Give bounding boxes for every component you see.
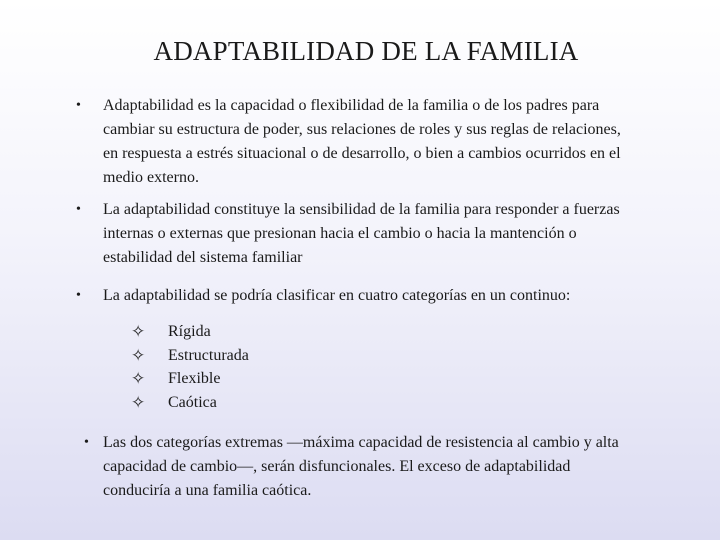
bullet-sensitivity (76, 198, 636, 270)
bullet-definition (76, 94, 636, 190)
bullet-extremes (84, 431, 624, 503)
list-item (131, 320, 331, 344)
category-label: Caótica (168, 393, 217, 411)
category-list (131, 320, 331, 414)
star-outline-icon: ✧ (131, 345, 146, 365)
bullet-marker: • (76, 288, 81, 303)
bullet-marker: • (76, 202, 81, 217)
bullet-classification (76, 284, 656, 308)
bullet-marker: • (76, 98, 81, 113)
bullet-text: La adaptabilidad constituye la sensibilidad de la familia para responder a fuerzas internas o externas que presionan hacia el cambio o hacia la mantención o estabilidad del sistema familiar (103, 201, 620, 266)
star-outline-icon: ✧ (131, 322, 146, 341)
list-item (131, 344, 331, 368)
star-outline-icon: ✧ (131, 392, 146, 412)
bullet-marker: • (84, 435, 89, 450)
bullet-text: Las dos categorías extremas —máxima capacidad de resistencia al cambio y alta capacidad de cambio—, serán disfuncionales. El exceso de adaptabilidad conduciría a una familia caótica. (103, 434, 619, 499)
list-item (131, 391, 331, 415)
list-item (131, 367, 331, 391)
category-label: Estructurada (168, 346, 249, 364)
star-outline-icon: ✧ (131, 369, 146, 388)
category-label: Flexible (168, 370, 221, 387)
bullet-text: La adaptabilidad se podría clasificar en cuatro categorías en un continuo: (103, 287, 571, 304)
bullet-text: Adaptabilidad es la capacidad o flexibilidad de la familia o de los padres para cambiar su estructura de poder, sus relaciones de roles y sus reglas de relaciones, en respuesta a estrés situacional o de desarrollo, o bien a cambios ocurridos en el medio externo. (103, 97, 621, 186)
slide-title: ADAPTABILIDAD DE LA FAMILIA (153, 36, 579, 66)
category-label: Rígida (168, 323, 211, 340)
